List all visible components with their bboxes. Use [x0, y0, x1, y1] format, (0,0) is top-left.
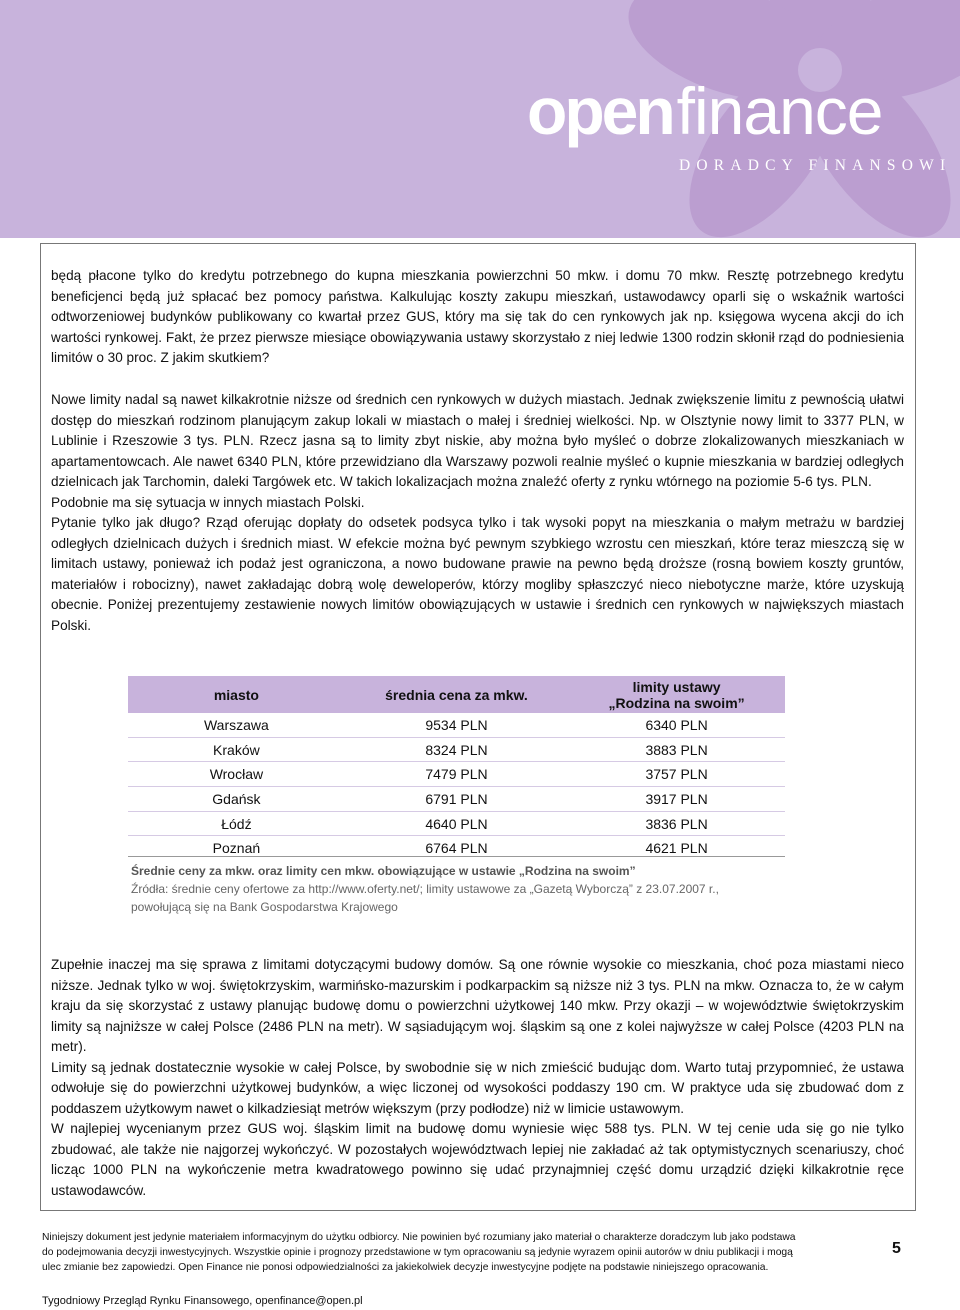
table-bottom-rule: [128, 856, 785, 857]
caption-source-cont: powołującą się na Bank Gospodarstwa Krajowego: [131, 900, 398, 914]
disclaimer-line: Niniejszy dokument jest jedynie materiałem informacyjnym do użytku odbiorcy. Nie powinien być rozumiany jako materiał o charakterze doradczym lub jako podstawa: [42, 1232, 796, 1243]
disclaimer-line: do podejmowania decyzji inwestycyjnych. Wszystkie opinie i prognozy przedstawione w tym opracowaniu są jedynie wyrazem opinii autorów w dniu publikacji i mogą: [42, 1247, 793, 1259]
cell-city: Warszawa: [203, 716, 269, 733]
table-caption: [131, 862, 719, 916]
table-row: [128, 713, 785, 737]
col-header-limit: [568, 677, 785, 714]
table-header-row: [128, 677, 785, 714]
cell-city: Kraków: [213, 741, 260, 758]
table-row: [128, 762, 785, 787]
cell-avg-price: 9534 PLN: [425, 716, 488, 733]
cell-city: Łódź: [221, 815, 252, 832]
cell-limit: 6340 PLN: [645, 716, 708, 733]
brand-tagline: DORADCY FINANSOWI: [679, 157, 952, 174]
cell-avg-price: 4640 PLN: [425, 815, 488, 832]
caption-title: Średnie ceny za mkw. oraz limity cen mkw. obowiązujące w ustawie „Rodzina na swoim”: [131, 864, 636, 878]
cell-avg-price: 6764 PLN: [425, 840, 488, 857]
table-row: [128, 787, 785, 812]
paragraph-houses: [51, 955, 904, 1201]
cell-city: Wrocław: [209, 766, 264, 783]
cell-avg-price: 6791 PLN: [425, 790, 488, 807]
cell-city: Poznań: [212, 840, 261, 857]
paragraph-limits-other-cities: Podobnie ma się sytuacja w innych miastach Polski.: [51, 494, 365, 510]
paragraph-houses-limits: Limity są jednak dostatecznie wysokie w całej Polsce, by swobodnie się w nich zmieścić budując dom. Warto tutaj przypomnieć, że ustawa odwołuje się do powierzchni użytkowej budynków, a więc liczonej od wysokości poddaszy 190 cm. W praktyce uda się zbudować dom z poddaszem użytkowym nawet o kilkadziesiąt metrów większym (przy podłodze) niż w limicie ustawowym.: [51, 1059, 904, 1116]
brand-logo: [527, 76, 882, 146]
disclaimer-line: ulec zmianie bez zapowiedzi. Open Finance nie ponosi odpowiedzialności za jakiekolwiek decyzje inwestycyjne podjęte na podstawie niniejszego opracowania.: [42, 1262, 769, 1274]
col-header-city: miasto: [128, 677, 345, 714]
disclaimer: [42, 1230, 882, 1276]
col-header-limit-line1: limity ustawy: [632, 679, 721, 695]
page-header: [0, 0, 960, 238]
cell-limit: 3836 PLN: [645, 815, 708, 832]
logo-open: open: [527, 74, 673, 148]
table-row: [128, 737, 785, 762]
cell-city: Gdańsk: [212, 790, 261, 807]
cell-limit: 3917 PLN: [645, 790, 708, 807]
cell-limit: 4621 PLN: [645, 840, 708, 857]
paragraph-houses-main: Zupełnie inaczej ma się sprawa z limitami dotyczącymi budowy domów. Są one równie wysokie co mieszkania, choć poza miastami nieco niższe. Jednak tylko w woj. świętokrzyskim, warmińsko-mazurskim i podkarpackim są niższe niż 3 tys. PLN na mkw. Oznacza to, że w całym kraju da się skorzystać z ustawy planując budowę domu o powierzchni użytkowej 140 mkw. Przy okazji – w województwie świętokrzyskim limity są najniższe w całej Polsce (2486 PLN na metr). W sąsiadującym woj. śląskim są one z kolei najwyższe w całej Polsce (4203 PLN na metr).: [51, 957, 904, 1054]
table-row: [128, 811, 785, 836]
col-header-avg-price: średnia cena za mkw.: [345, 677, 568, 714]
paragraph-limits: [51, 390, 904, 636]
cell-limit: 3883 PLN: [645, 741, 708, 758]
cell-avg-price: 7479 PLN: [425, 766, 488, 783]
logo-finance: finance: [676, 74, 883, 148]
col-header-limit-line2: „Rodzina na swoim”: [608, 695, 745, 711]
caption-source: Źródła: średnie ceny ofertowe za http://www.oferty.net/; limity ustawowe za „Gazetą Wyborczą” z 23.07.2007 r.,: [131, 882, 719, 896]
page-number: 5: [892, 1240, 901, 1257]
paragraph-houses-silesia: W najlepiej wycenianym przez GUS woj. śląskim limit na budowę domu wyniesie więc 588 tys. PLN. W tej cenie uda się go nie tylko zbudować, ale także nie najgorzej wykończyć. W pozostałych województwach lepiej nie zakładać aż tak optymistycznych scenariuszy, choć licząc 1000 PLN na wykończenie metra kwadratowego powinno się udać przynajmniej część domu urządzić dzięki kilkakrotnie ręce ustawodawców.: [51, 1121, 904, 1198]
cell-limit: 3757 PLN: [645, 766, 708, 783]
paragraph-intro: będą płacone tylko do kredytu potrzebnego do kupna mieszkania powierzchni 50 mkw. i domu 70 mkw. Resztę potrzebnego kredytu beneficjenci będą już spłacać bez pomocy państwa. Kalkulując koszty zakupu mieszkań, ustawodawcy oparli się o wskaźnik wartości odtworzeniowej budynków publikowany co kwartał przez GUS, który ma się tak do cen rynkowych jak np. księgowa wycena akcji do ich wartości rynkowej. Fakt, że przez pierwsze miesiące obowiązywania ustawy skorzystało z niej ledwie 1300 rodzin skłonił rząd do podniesienia limitów o 30 proc. Z jakim skutkiem?: [51, 268, 904, 365]
paragraph-limits-question: Pytanie tylko jak długo? Rząd oferując dopłaty do odsetek podsyca tylko i tak wysoki popyt na mieszkania o małym metrażu w bardziej odległych dzielnicach dużych i średnich miast. W efekcie można być pewnym szybkiego wzrostu cen mieszkań, które teraz mieszczą się w limitach ustawy, ponieważ ich podaż jest ograniczona, a nowo budowane prawie na pewno będą droższe (rosną bowiem koszty gruntów, materiałów i robocizny), nawet zakładając dobrą wolę deweloperów, którzy mogliby spłaszczyć nieco niebotyczne marże, które uzyskują obecnie. Poniżej prezentujemy zestawienie nowych limitów obowiązujących w ustawie i średnich cen rynkowych w największych miastach Polski.: [51, 515, 904, 633]
paragraph-limits-main: Nowe limity nadal są nawet kilkakrotnie niższe od średnich cen rynkowych w dużych miastach. Jednak zwiększenie limitu z pewnością ułatwi dostęp do mieszkań rodzinom planującym zakup lokali w miastach o małej i średniej wielkości. Np. w Olsztynie nowy limit to 3377 PLN, w Lublinie i Rzeszowie 3 tys. PLN. Rzecz jasna są to limity zbyt niskie, aby można było myśleć o dobrze zlokalizowanych mieszkaniach w apartamentowcach. Ale nawet 6340 PLN, które przewidziano dla Warszawy pozwoli realnie myśleć o kupnie mieszkania w bardziej odległych dzielnicach jak Tarchomin, daleki Targówek etc. W takich lokalizacjach można znaleźć oferty z rynku wtórnego na poziomie 5-6 tys. PLN.: [51, 392, 904, 489]
limits-table: [128, 676, 785, 860]
footer-source: Tygodniowy Przegląd Rynku Finansowego, openfinance@open.pl: [42, 1295, 363, 1307]
cell-avg-price: 8324 PLN: [425, 741, 488, 758]
